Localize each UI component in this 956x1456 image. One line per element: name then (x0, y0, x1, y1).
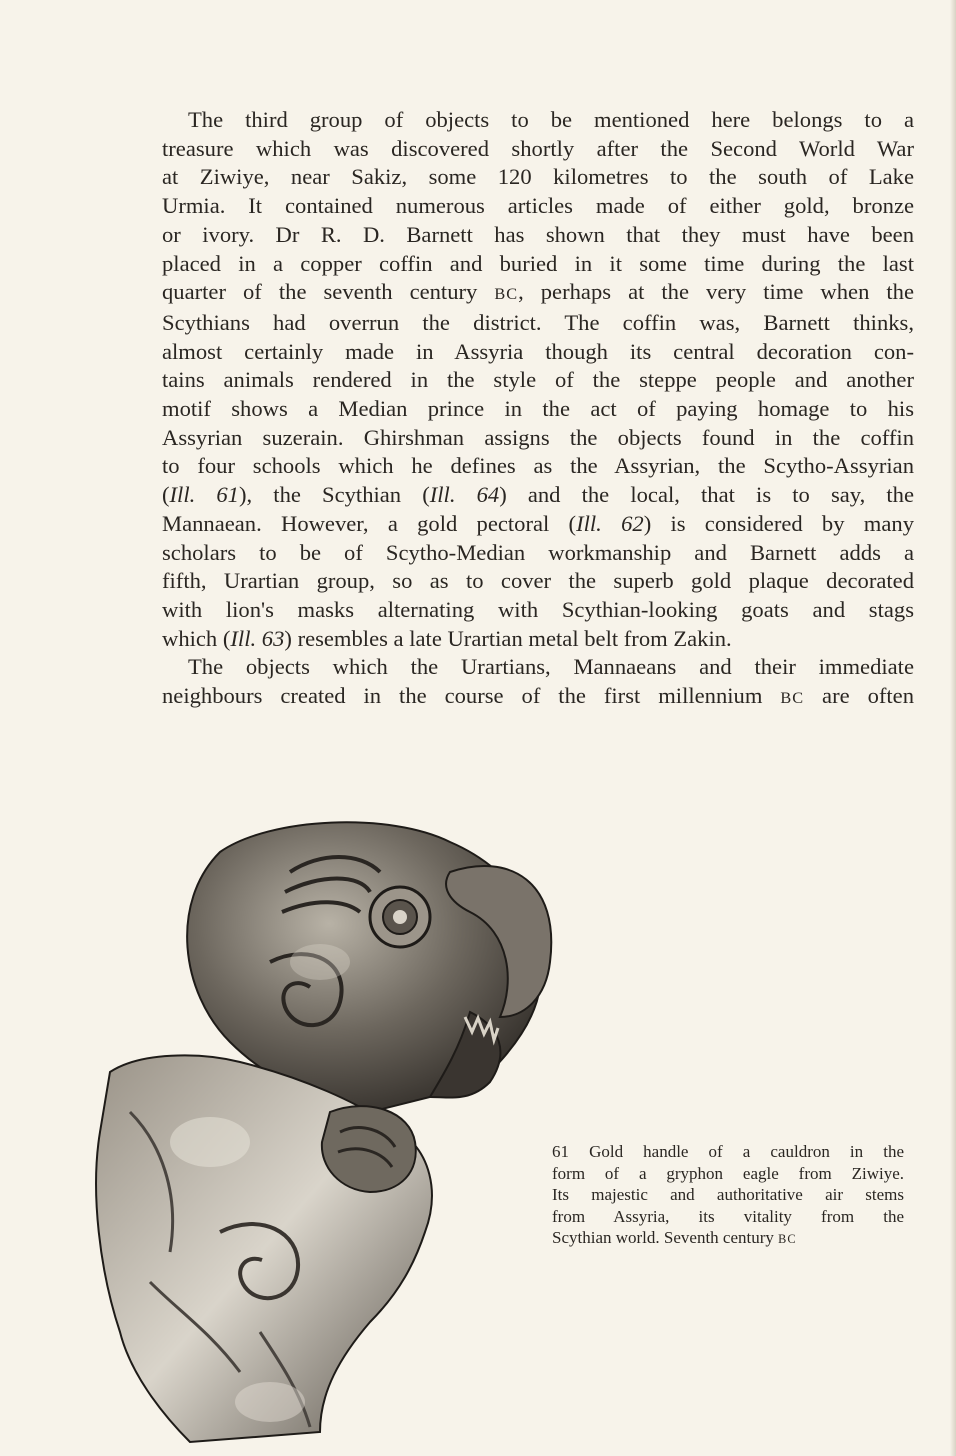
text-line: placed in a copper coffin and buried in it some time during the last (162, 250, 914, 276)
text-line: (Ill. 61), the Scythian (Ill. 64) and the local, that is to say, the (162, 482, 914, 508)
figure-caption (552, 1141, 904, 1251)
text-line: to four schools which he defines as the Assyrian, the Scytho-Assyrian (162, 453, 914, 479)
caption-line: form of a gryphon eagle from Ziwiye. (552, 1163, 904, 1183)
text-line: The third group of objects to be mentioned here belongs to a (188, 107, 914, 132)
text-line: motif shows a Median prince in the act of paying homage to his (162, 396, 914, 422)
illustration-reference[interactable]: Ill. 61 (169, 482, 239, 508)
text-line: with lion's masks alternating with Scythian-looking goats and stags (162, 596, 914, 622)
page-edge-shadow (950, 0, 956, 1456)
gryphon-eagle-photograph (70, 812, 590, 1448)
era-abbreviation: BC (494, 285, 519, 304)
era-abbreviation: BC (780, 689, 805, 708)
text-line: which (Ill. 63) resembles a late Urartian metal belt from Zakin. (162, 625, 732, 651)
text-line: scholars to be of Scytho-Median workmanship and Barnett adds a (162, 539, 914, 565)
text-line: The objects which the Urartians, Mannaeans and their immediate (188, 654, 914, 680)
text-line: Scythians had overrun the district. The coffin was, Barnett thinks, (162, 309, 914, 335)
text-line: or ivory. Dr R. D. Barnett has shown that they must have been (162, 221, 914, 247)
gryphon-eagle-image (70, 812, 590, 1448)
paragraph-1 (162, 106, 914, 653)
caption-line: 61 Gold handle of a cauldron in the (552, 1142, 904, 1161)
text-line: almost certainly made in Assyria though its central decoration con- (162, 338, 914, 364)
illustration-reference[interactable]: Ill. 62 (576, 510, 644, 536)
text-line: quarter of the seventh century BC, perhaps at the very time when the (162, 279, 915, 305)
text-line: treasure which was discovered shortly after the Second World War (162, 135, 914, 161)
caption-line: Its majestic and authoritative air stems (552, 1185, 904, 1204)
era-abbreviation: BC (778, 1232, 797, 1246)
text-line: Urmia. It contained numerous articles made of either gold, bronze (162, 193, 914, 219)
text-line: Assyrian suzerain. Ghirshman assigns the objects found in the coffin (162, 424, 914, 450)
illustration-reference[interactable]: Ill. 63 (230, 625, 285, 651)
text-line: tains animals rendered in the style of the steppe people and another (162, 367, 914, 393)
text-line: neighbours created in the course of the first millennium BC are often (162, 683, 915, 709)
text-line: Mannaean. However, a gold pectoral (Ill. 62) is considered by many (162, 510, 914, 536)
illustration-reference[interactable]: Ill. 64 (429, 482, 500, 508)
text-line: fifth, Urartian group, so as to cover the superb gold plaque decorated (162, 568, 914, 594)
main-text (162, 106, 914, 713)
caption-line: from Assyria, its vitality from the (552, 1206, 904, 1226)
caption-line: Scythian world. Seventh century BC (552, 1228, 797, 1247)
text-line: at Ziwiye, near Sakiz, some 120 kilometres to the south of Lake (162, 164, 914, 190)
paragraph-2 (162, 653, 914, 712)
